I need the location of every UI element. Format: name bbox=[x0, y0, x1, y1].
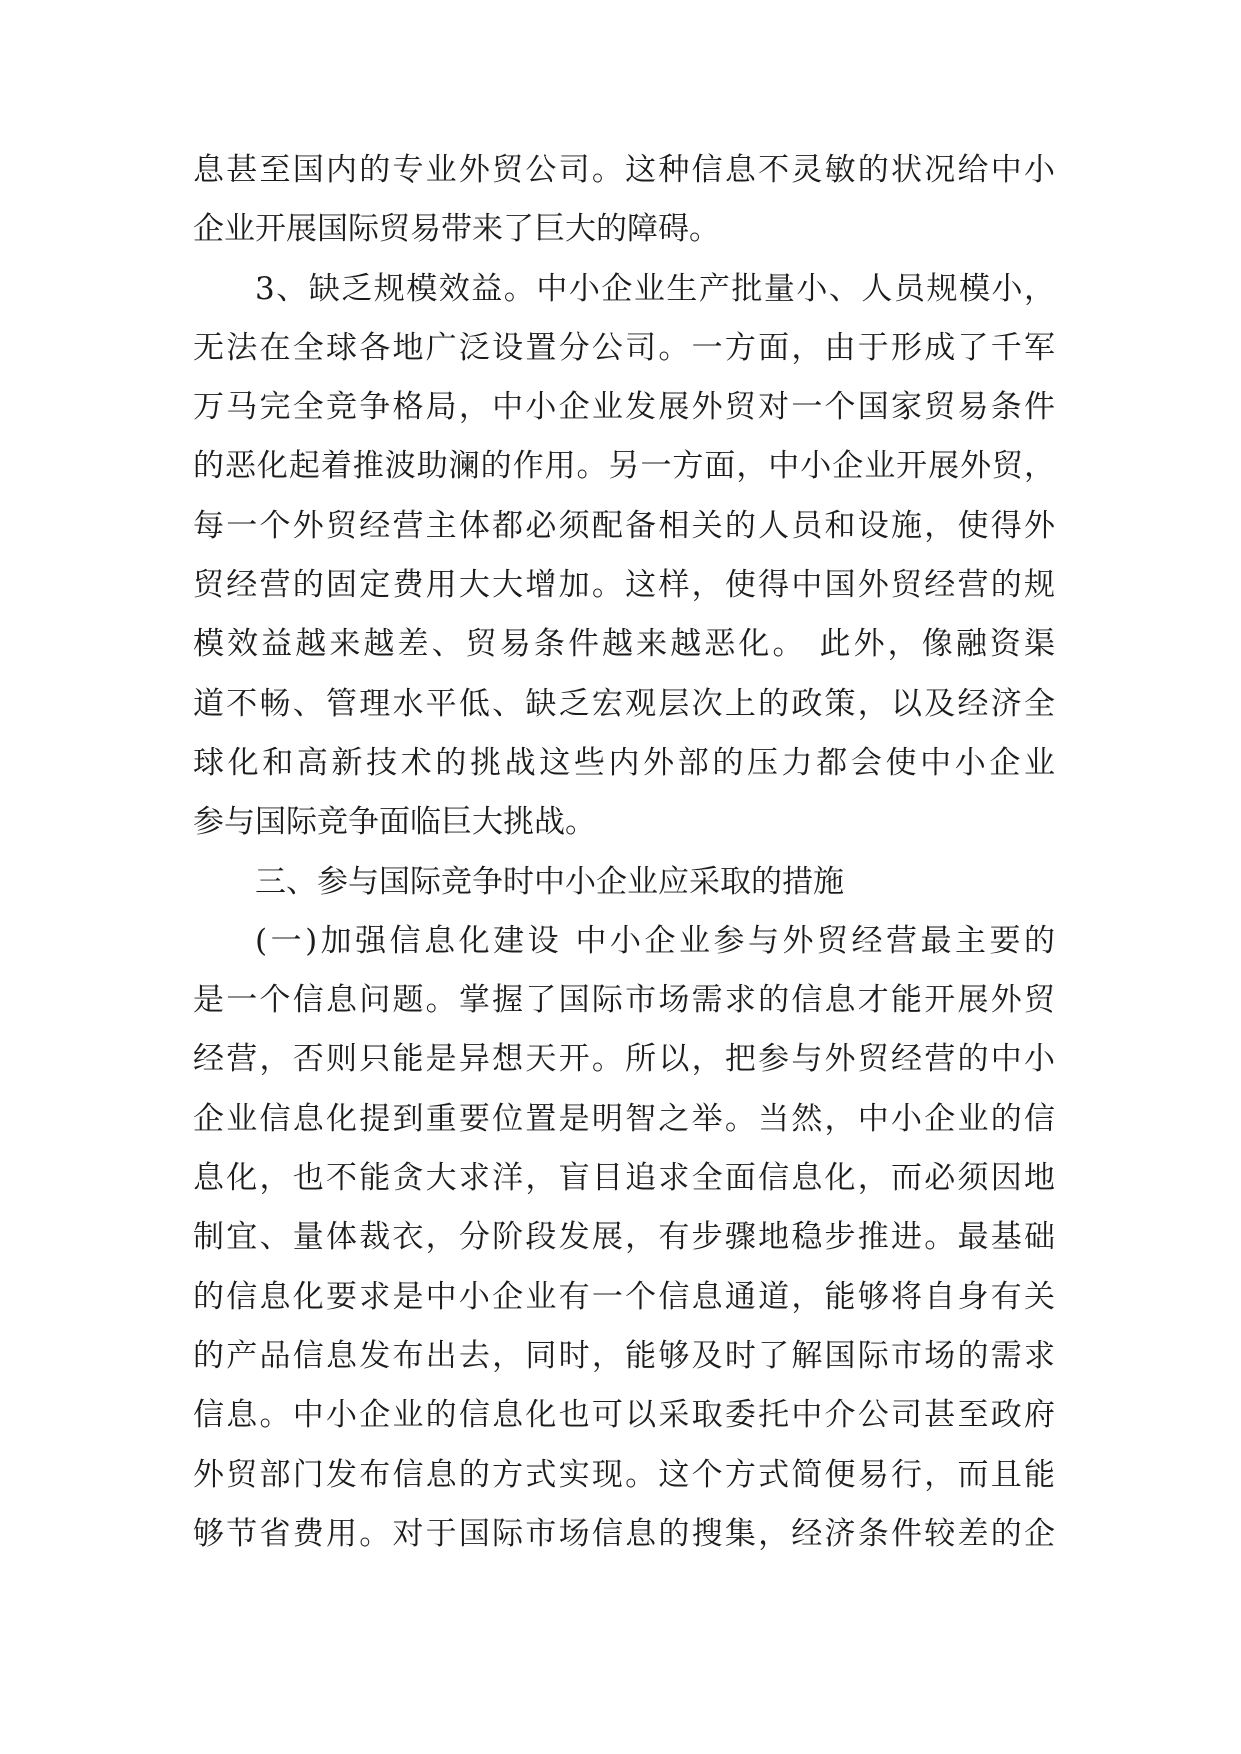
text-line: 模效益越来越差、贸易条件越来越恶化。 此外，像融资渠 bbox=[193, 626, 1055, 663]
text-line: 贸经营的固定费用大大增加。这样，使得中国外贸经营的规 bbox=[193, 567, 1055, 604]
text-line: 制宜、量体裁衣，分阶段发展，有步骤地稳步推进。最基础 bbox=[193, 1219, 1055, 1256]
text-line: 3、缺乏规模效益。中小企业生产批量小、人员规模小， bbox=[255, 270, 1055, 307]
text-line: 的信息化要求是中小企业有一个信息通道，能够将自身有关 bbox=[193, 1278, 1055, 1315]
text-line: 球化和高新技术的挑战这些内外部的压力都会使中小企业 bbox=[193, 744, 1055, 781]
text-line: 无法在全球各地广泛设置分公司。一方面，由于形成了千军 bbox=[193, 329, 1055, 366]
text-line: 的产品信息发布出去，同时，能够及时了解国际市场的需求 bbox=[193, 1337, 1055, 1374]
text-line: 是一个信息问题。掌握了国际市场需求的信息才能开展外贸 bbox=[193, 982, 1055, 1019]
text-line: 企业开展国际贸易带来了巨大的障碍。 bbox=[193, 211, 720, 248]
document-body bbox=[193, 141, 1055, 1564]
section-heading: 三、参与国际竞争时中小企业应采取的措施 bbox=[255, 863, 844, 900]
text-line: 道不畅、管理水平低、缺乏宏观层次上的政策，以及经济全 bbox=[193, 685, 1055, 722]
text-line: 每一个外贸经营主体都必须配备相关的人员和设施，使得外 bbox=[193, 507, 1055, 544]
text-line: 企业信息化提到重要位置是明智之举。当然，中小企业的信 bbox=[193, 1100, 1055, 1137]
text-line: 外贸部门发布信息的方式实现。这个方式简便易行，而且能 bbox=[193, 1456, 1055, 1493]
subsection-heading-line: (一)加强信息化建设 中小企业参与外贸经营最主要的 bbox=[255, 922, 1055, 959]
text-line: 经营，否则只能是异想天开。所以，把参与外贸经营的中小 bbox=[193, 1041, 1055, 1078]
text-line: 够节省费用。对于国际市场信息的搜集，经济条件较差的企 bbox=[193, 1515, 1055, 1552]
text-line: 万马完全竞争格局，中小企业发展外贸对一个国家贸易条件 bbox=[193, 389, 1055, 426]
text-line: 息化，也不能贪大求洋，盲目追求全面信息化，而必须因地 bbox=[193, 1160, 1055, 1197]
text-line: 的恶化起着推波助澜的作用。另一方面，中小企业开展外贸， bbox=[193, 448, 1055, 485]
text-line: 信息。中小企业的信息化也可以采取委托中介公司甚至政府 bbox=[193, 1397, 1055, 1434]
text-line: 息甚至国内的专业外贸公司。这种信息不灵敏的状况给中小 bbox=[193, 152, 1055, 188]
text-line: 参与国际竞争面临巨大挑战。 bbox=[193, 804, 596, 841]
